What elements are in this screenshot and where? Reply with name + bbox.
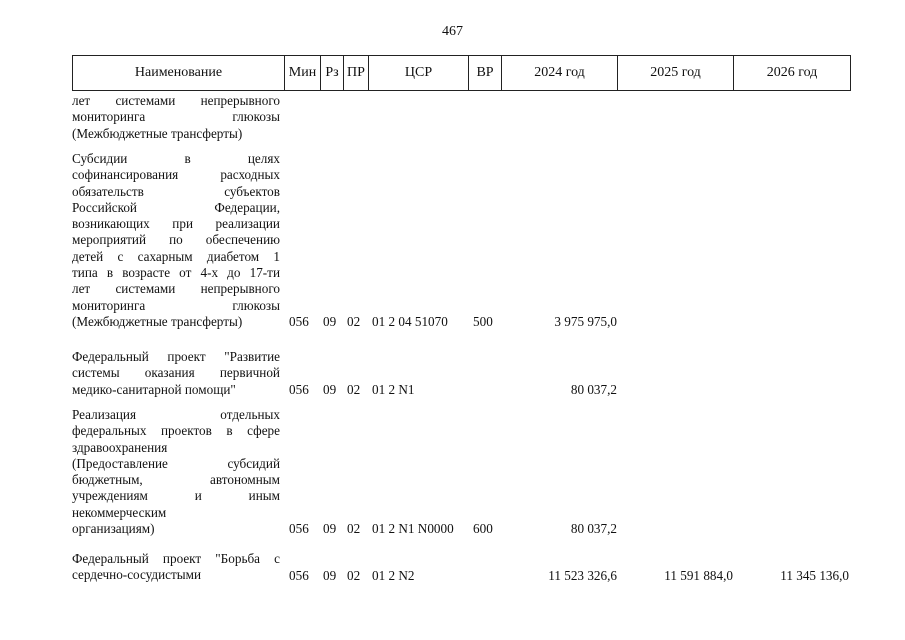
cell-pr: 02	[347, 568, 361, 583]
name-line: мониторинга глюкозы	[72, 109, 280, 125]
name-line: софинансирования расходных	[72, 167, 280, 183]
page-number: 467	[442, 24, 463, 39]
cell-min: 056	[289, 382, 309, 397]
cell-pr: 02	[347, 314, 361, 329]
name-line: бюджетным, автономным	[72, 472, 280, 488]
table-header	[72, 55, 851, 91]
cell-min: 056	[289, 521, 309, 536]
column-header-2026: 2026 год	[766, 65, 818, 80]
name-line: обязательств субъектов	[72, 183, 280, 199]
name-line: сердечно-сосудистыми	[72, 567, 202, 583]
name-line: (Предоставление субсидий	[72, 455, 280, 471]
name-line: Субсидии в целях	[72, 151, 280, 166]
name-line: медико-санитарной помощи"	[72, 381, 236, 397]
cell-rz: 09	[323, 382, 337, 397]
cell-vr: 600	[473, 521, 493, 536]
cell-csr: 01 2 N1	[372, 382, 415, 397]
cell-min: 056	[289, 568, 309, 583]
cell-2025: 11 591 884,0	[664, 568, 733, 583]
cell-csr: 01 2 04 51070	[372, 314, 448, 329]
name-line: здравоохранения	[72, 439, 168, 455]
column-header-name: Наименование	[73, 56, 285, 90]
column-header-min: Мин	[285, 56, 321, 90]
name-line: типа в возрасте от 4-х до 17-ти	[72, 265, 280, 281]
cell-csr: 01 2 N2	[372, 568, 415, 583]
name-line: (Межбюджетные трансферты)	[72, 313, 243, 329]
name-line: некоммерческим	[72, 504, 167, 520]
column-header-vr: ВР	[469, 56, 502, 90]
row-name	[72, 349, 280, 398]
cell-rz: 09	[323, 314, 337, 329]
name-line: детей с сахарным диабетом 1	[72, 248, 280, 264]
cell-rz: 09	[323, 521, 337, 536]
cell-csr: 01 2 N1 N0000	[372, 521, 454, 536]
name-line: мониторинга глюкозы	[72, 297, 280, 313]
column-header-2025: 2025 год	[618, 56, 734, 90]
name-line: мероприятий по обеспечению	[72, 232, 280, 248]
cell-2024: 3 975 975,0	[554, 314, 617, 329]
name-line: Российской Федерации,	[72, 199, 280, 215]
name-line: организациям)	[72, 521, 155, 537]
row-name	[72, 151, 280, 330]
name-line: федеральных проектов в сфере	[72, 423, 280, 439]
name-line: лет системами непрерывного	[72, 93, 280, 108]
cell-vr: 500	[473, 314, 493, 329]
row-name	[72, 407, 280, 537]
column-header-2024: 2024 год	[502, 56, 618, 90]
name-line: лет системами непрерывного	[72, 281, 280, 297]
cell-pr: 02	[347, 382, 361, 397]
name-line: Федеральный проект "Развитие	[72, 349, 280, 364]
cell-2024: 11 523 326,6	[548, 568, 617, 583]
name-line: Реализация отдельных	[72, 407, 280, 422]
row-name	[72, 93, 280, 142]
name-line: возникающих при реализации	[72, 216, 280, 232]
column-header-pr: ПР	[344, 56, 369, 90]
cell-2024: 80 037,2	[570, 382, 617, 397]
cell-2024: 80 037,2	[570, 521, 617, 536]
cell-rz: 09	[323, 568, 337, 583]
cell-pr: 02	[347, 521, 361, 536]
name-line: Федеральный проект "Борьба с	[72, 551, 280, 566]
cell-min: 056	[289, 314, 309, 329]
column-header-rz: Рз	[321, 56, 344, 90]
name-line: (Межбюджетные трансферты)	[72, 125, 243, 141]
name-line: системы оказания первичной	[72, 365, 280, 381]
name-line: учреждениям и иным	[72, 488, 280, 504]
cell-2026: 11 345 136,0	[780, 568, 849, 583]
row-name	[72, 551, 280, 584]
column-header-csr: ЦСР	[369, 56, 469, 90]
